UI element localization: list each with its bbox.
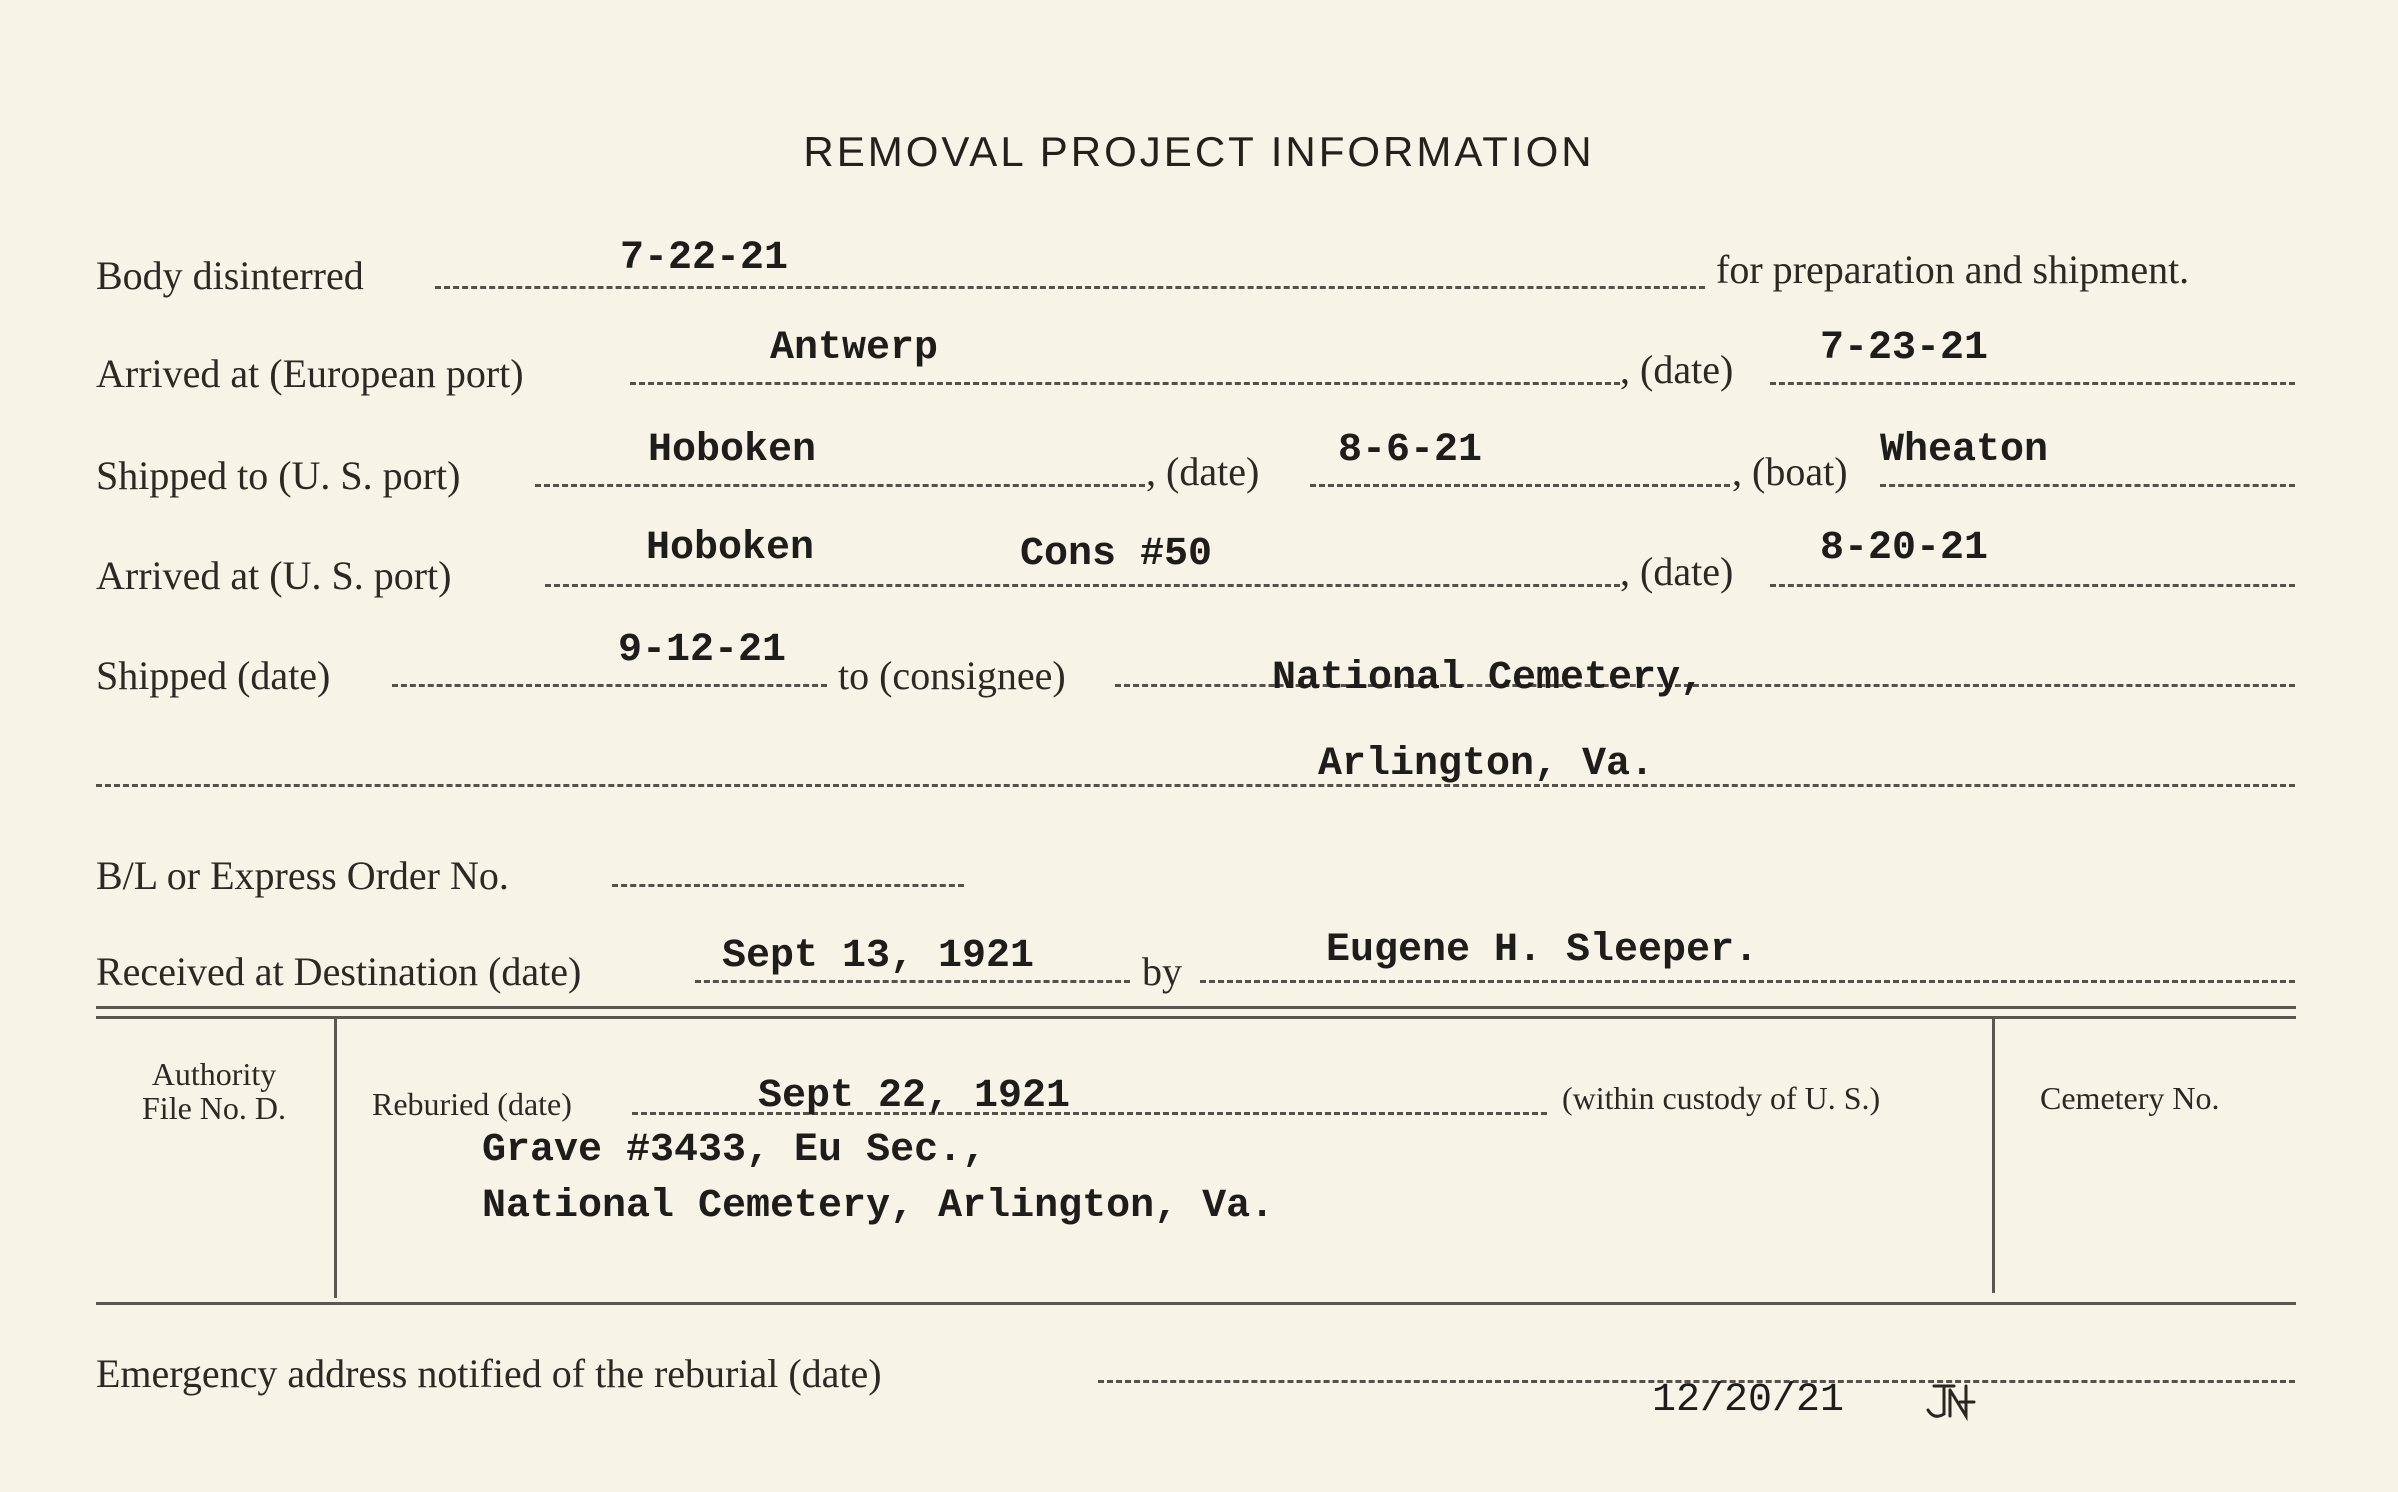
arrived-us-label: Arrived at (U. S. port) <box>96 553 452 598</box>
disinterred-value: 7-22-21 <box>620 236 789 281</box>
initials-mark <box>1920 1380 1978 1424</box>
arrived-european-line <box>630 382 1620 385</box>
arrived-us-date: 8-20-21 <box>1820 526 1989 571</box>
arrived-european-port: Antwerp <box>770 326 939 371</box>
box-top-rule-2 <box>96 1016 2296 1019</box>
custody-note: (within custody of U. S.) <box>1562 1080 1881 1116</box>
arrived-european-date-label: , (date) <box>1620 347 1734 392</box>
shipped-us-boat-line <box>1880 484 2295 487</box>
arrived-european-date-line <box>1770 382 2295 385</box>
consignee-line1: National Cemetery, <box>1272 656 1705 701</box>
box-divider-left <box>334 1018 337 1298</box>
shipped-us-boat-label: , (boat) <box>1732 449 1848 494</box>
authority-line2: File No. D. <box>142 1090 286 1126</box>
disinterred-label: Body disinterred <box>96 253 364 298</box>
shipped-us-date: 8-6-21 <box>1338 428 1483 473</box>
arrived-us-cons: Cons #50 <box>1020 532 1213 577</box>
received-by-line <box>1200 980 2295 983</box>
consignee-line2: Arlington, Va. <box>1318 742 1655 787</box>
consignee-label: to (consignee) <box>838 653 1066 698</box>
shipped-us-label: Shipped to (U. S. port) <box>96 453 461 498</box>
disinterred-line <box>435 286 1705 289</box>
disinterred-suffix: for preparation and shipment. <box>1716 247 2190 292</box>
authority-line1: Authority <box>151 1056 277 1092</box>
emergency-label: Emergency address notified of the reburial (date) <box>96 1351 882 1396</box>
received-date: Sept 13, 1921 <box>722 934 1035 979</box>
reburied-label: Reburied (date) <box>372 1086 572 1122</box>
bl-label: B/L or Express Order No. <box>96 853 509 898</box>
box-top-rule <box>96 1006 2296 1009</box>
shipped-us-line <box>535 484 1145 487</box>
grave-line1: Grave #3433, Eu Sec., <box>482 1128 987 1173</box>
shipped-us-port: Hoboken <box>648 428 817 473</box>
shipped-us-date-label: , (date) <box>1146 449 1260 494</box>
box-bottom-rule <box>96 1302 2296 1305</box>
shipped-date-label: Shipped (date) <box>96 653 331 698</box>
received-by: Eugene H. Sleeper. <box>1326 928 1759 973</box>
emergency-date: 12/20/21 <box>1652 1378 1845 1423</box>
grave-line2: National Cemetery, Arlington, Va. <box>482 1184 1275 1229</box>
shipped-us-boat: Wheaton <box>1880 428 2049 473</box>
box-divider-right <box>1992 1018 1995 1293</box>
arrived-us-date-line <box>1770 584 2295 587</box>
reburied-date: Sept 22, 1921 <box>758 1074 1071 1119</box>
received-date-line <box>695 980 1130 983</box>
consignee-line-2 <box>96 784 2295 787</box>
arrived-us-line <box>545 584 1620 587</box>
received-by-label: by <box>1142 949 1182 994</box>
arrived-european-label: Arrived at (European port) <box>96 351 524 396</box>
shipped-date: 9-12-21 <box>618 628 787 673</box>
title-text: REMOVAL PROJECT INFORMATION <box>803 128 1595 175</box>
received-label: Received at Destination (date) <box>96 949 582 994</box>
page-title <box>0 128 2398 176</box>
arrived-european-date: 7-23-21 <box>1820 326 1989 371</box>
arrived-us-date-label: , (date) <box>1620 549 1734 594</box>
arrived-us-port: Hoboken <box>646 526 815 571</box>
shipped-us-date-line <box>1310 484 1730 487</box>
cemetery-no-label: Cemetery No. <box>2040 1080 2220 1116</box>
bl-line <box>612 884 964 887</box>
shipped-date-line <box>392 684 827 687</box>
